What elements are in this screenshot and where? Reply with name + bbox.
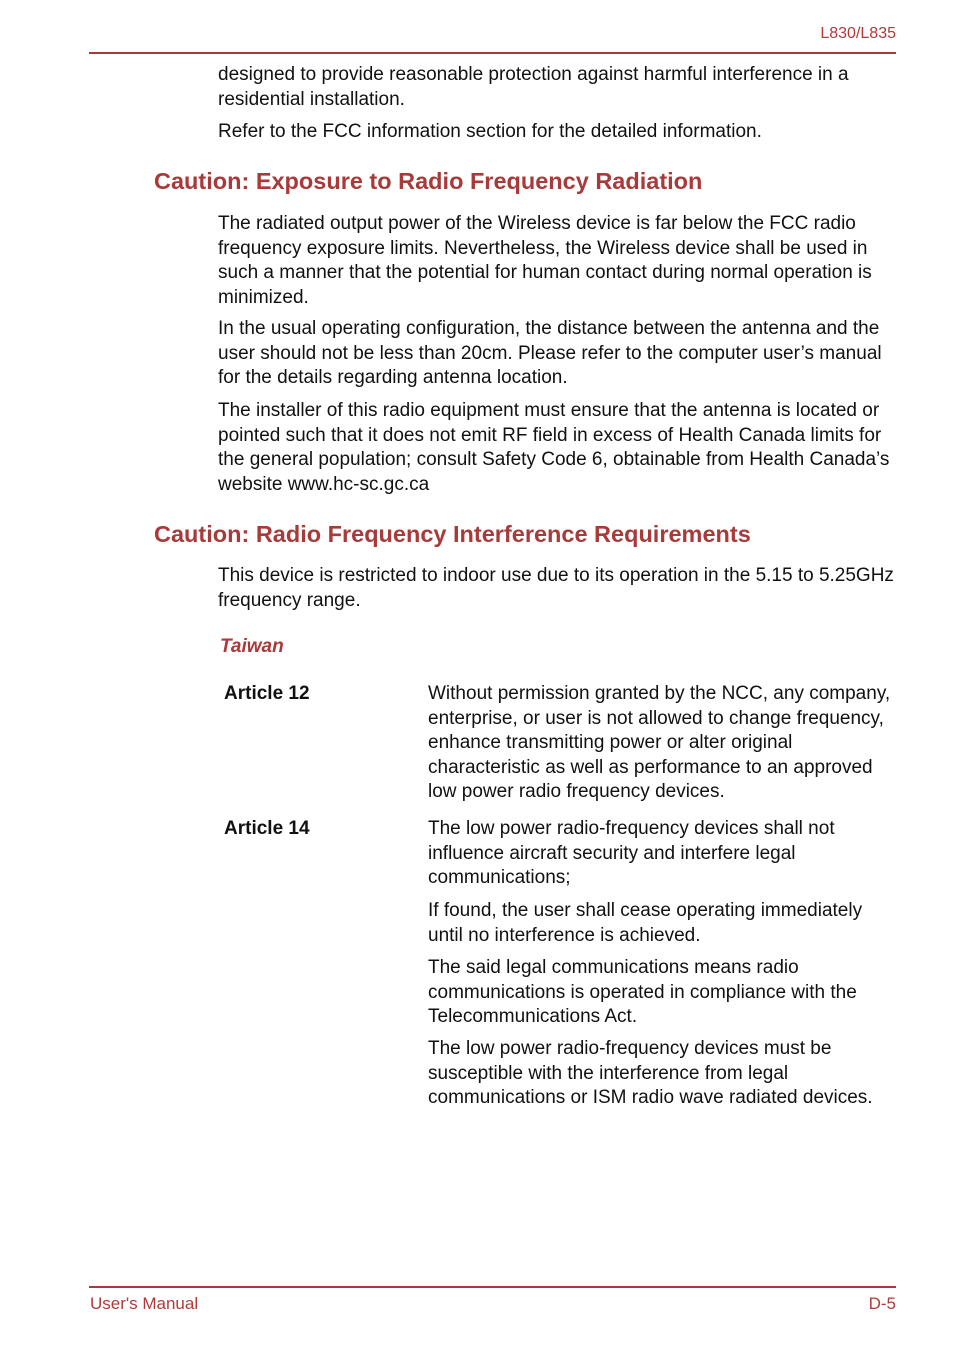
intro-paragraph: designed to provide reasonable protection against harmful interference in a residential installation. bbox=[218, 64, 849, 110]
rf-exposure-paragraph-2: In the usual operating configuration, the distance between the antenna and the user should not be less than 20cm. Please refer to the computer user’s manual for the details regarding antenna location. bbox=[218, 318, 882, 388]
article-label: Article 12 bbox=[224, 683, 310, 704]
header-divider bbox=[89, 52, 896, 54]
article-text: Without permission granted by the NCC, any company, enterprise, or user is not allowed to change frequency, enhance transmitting power or alter original characteristic as well as performance to an approved low power radio frequency devices. bbox=[428, 683, 891, 802]
section-heading-rf-interference: Caution: Radio Frequency Interference Requirements bbox=[154, 521, 751, 547]
article-text: If found, the user shall cease operating immediately until no interference is achieved. bbox=[428, 900, 863, 946]
rf-exposure-paragraph-3: The installer of this radio equipment must ensure that the antenna is located or pointed such that it does not emit RF field in excess of Health Canada limits for the general population; consult Safety Code 6, obtainable from Health Canada’s website www.hc-sc.gc.ca bbox=[218, 400, 890, 495]
article-text: The said legal communications means radio communications is operated in compliance with the Telecommunications Act. bbox=[428, 957, 857, 1027]
section-heading-rf-exposure: Caution: Exposure to Radio Frequency Radiation bbox=[154, 168, 703, 194]
page-number: D-5 bbox=[868, 1294, 896, 1313]
manual-title: User's Manual bbox=[90, 1294, 199, 1313]
rf-exposure-paragraph-1: The radiated output power of the Wireless device is far below the FCC radio frequency exposure limits. Nevertheless, the Wireless device shall be used in such a manner that the potential for human contact during normal operation is minimized. bbox=[218, 213, 872, 308]
footer-divider bbox=[89, 1286, 896, 1288]
model-label: L830/L835 bbox=[820, 25, 896, 42]
article-text: The low power radio-frequency devices shall not influence aircraft security and interfere legal communications; bbox=[428, 818, 835, 888]
rf-interference-paragraph: This device is restricted to indoor use due to its operation in the 5.15 to 5.25GHz frequency range. bbox=[218, 565, 894, 611]
article-label: Article 14 bbox=[224, 818, 310, 839]
fcc-reference-paragraph: Refer to the FCC information section for the detailed information. bbox=[218, 121, 762, 142]
taiwan-heading: Taiwan bbox=[220, 636, 284, 657]
article-text: The low power radio-frequency devices must be susceptible with the interference from legal communications or ISM radio wave radiated devices. bbox=[428, 1038, 873, 1108]
